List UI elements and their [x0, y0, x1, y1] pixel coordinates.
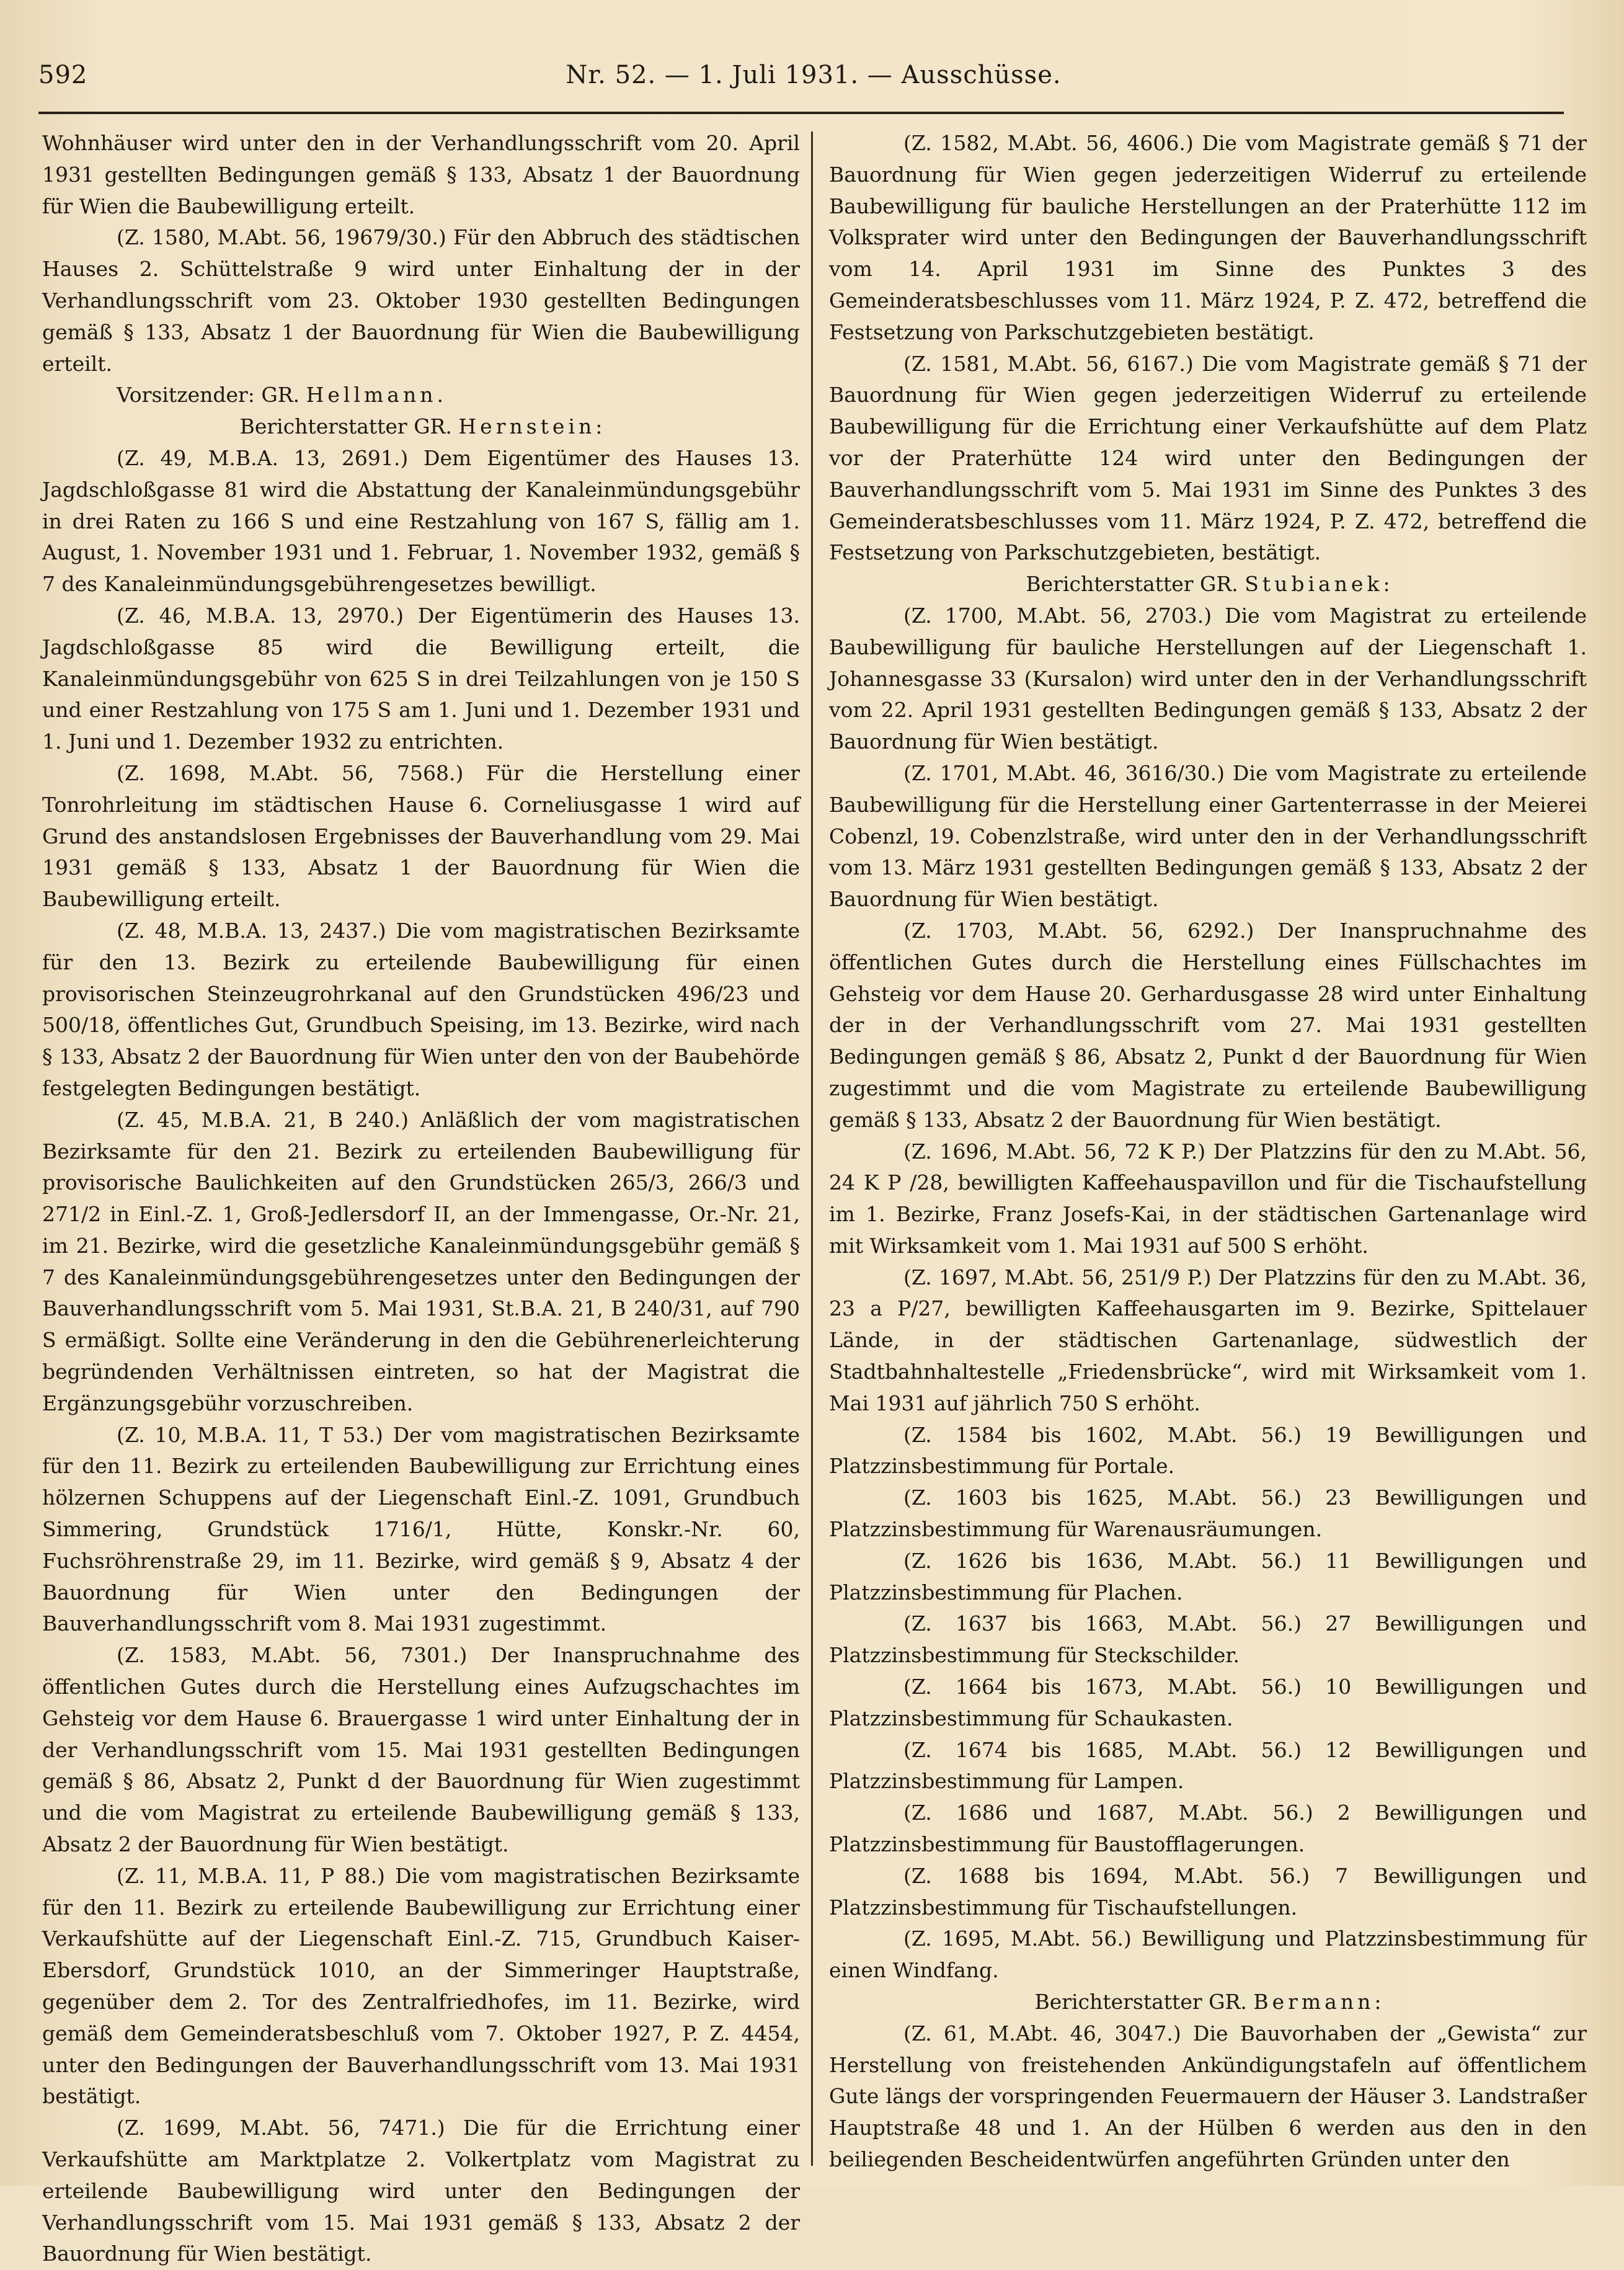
chair-line: [42, 380, 800, 411]
council-member-name: Hernstein: [458, 414, 596, 439]
resolution-paragraph: (Z. 1603 bis 1625, M.Abt. 56.) 23 Bewilligungen und Platzzinsbestimmung für Warenausräumungen.: [829, 1485, 1587, 1542]
role-label: Berichterstatter GR.: [239, 414, 459, 439]
resolution-paragraph: (Z. 1626 bis 1636, M.Abt. 56.) 11 Bewilligungen und Platzzinsbestimmung für Plachen.: [829, 1548, 1587, 1605]
resolution-paragraph: (Z. 1701, M.Abt. 46, 3616/30.) Die vom Magistrate zu erteilende Baubewilligung für die Herstellung einer Gartenterrasse in der Meierei Cobenzl, 19. Cobenzlstraße, wird unter den in der Verhandlungsschrift vom 13. März 1931 gestellten Bedingungen gemäß § 133, Absatz 2 der Bauordnung für Wien bestätigt.: [829, 760, 1587, 912]
left-column: [42, 128, 800, 2270]
resolution-paragraph: (Z. 1686 und 1687, M.Abt. 56.) 2 Bewilligungen und Platzzinsbestimmung für Baustofflagerungen.: [829, 1800, 1587, 1857]
page-header: [38, 56, 1589, 99]
resolution-paragraph: (Z. 1664 bis 1673, M.Abt. 56.) 10 Bewilligungen und Platzzinsbestimmung für Schaukasten.: [829, 1675, 1587, 1730]
resolution-paragraph: (Z. 1688 bis 1694, M.Abt. 56.) 7 Bewilligungen und Platzzinsbestimmung für Tischaufstellungen.: [829, 1863, 1587, 1920]
name-suffix: :: [595, 414, 603, 439]
resolution-paragraph: (Z. 1699, M.Abt. 56, 7471.) Die für die Errichtung einer Verkaufshütte am Marktplatze 2. Volkertplatz vom Magistrat zu erteilende Baubewilligung wird unter den Bedingungen der Verhandlungsschrift vom 15. Mai 1931 gemäß § 133, Absatz 2 der Bauordnung für Wien bestätigt.: [42, 2116, 800, 2266]
resolution-paragraph: (Z. 1580, M.Abt. 56, 19679/30.) Für den Abbruch des städtischen Hauses 2. Schüttelstraße 9 wird unter Einhaltung der in der Verhandlungsschrift vom 23. Oktober 1930 gestellten Bedingungen gemäß § 133, Absatz 1 der Bauordnung für Wien die Baubewilligung erteilt.: [42, 225, 800, 376]
resolution-paragraph: (Z. 49, M.B.A. 13, 2691.) Dem Eigentümer des Hauses 13. Jagdschloßgasse 81 wird die Abstattung der Kanaleinmündungsgebühr in drei Raten zu 166 S und eine Restzahlung von 167 S, fällig am 1. August, 1. November 1931 und 1. Februar, 1. November 1932, gemäß § 7 des Kanaleinmündungsgebührengesetzes bewilligt.: [42, 445, 800, 597]
name-suffix: :: [1383, 572, 1390, 597]
column-rule: [811, 131, 813, 2166]
name-suffix: :: [1374, 1990, 1382, 2014]
rapporteur-heading: [829, 1987, 1587, 2018]
resolution-paragraph: (Z. 1582, M.Abt. 56, 4606.) Die vom Magistrate gemäß § 71 der Bauordnung für Wien gegen jederzeitigen Widerruf zu erteilende Baubewilligung für bauliche Herstellungen an der Praterhütte 112 im Volksprater wird unter den Bedingungen der Bauverhandlungsschrift vom 14. April 1931 im Sinne des Punktes 3 des Gemeinderatsbeschlusses vom 11. März 1924, P. Z. 472, betreffend die Festsetzung von Parkschutzgebieten bestätigt.: [829, 131, 1587, 344]
resolution-paragraph: (Z. 46, M.B.A. 13, 2970.) Der Eigentümerin des Hauses 13. Jagdschloßgasse 85 wird die Bewilligung erteilt, die Kanaleinmündungsgebühr von 625 S in drei Teilzahlungen von je 150 S und einer Restzahlung von 175 S am 1. Juni und 1. Dezember 1931 und 1. Juni und 1. Dezember 1932 zu entrichten.: [42, 603, 800, 754]
resolution-paragraph: (Z. 1700, M.Abt. 56, 2703.) Die vom Magistrat zu erteilende Baubewilligung für bauliche Herstellungen auf der Liegenschaft 1. Johannesgasse 33 (Kursalon) wird unter den in der Verhandlungsschrift vom 22. April 1931 gestellten Bedingungen gemäß § 133, Absatz 2 der Bauordnung für Wien bestätigt.: [829, 603, 1587, 754]
council-member-name: Bermann: [1253, 1990, 1375, 2014]
rapporteur-heading: [42, 411, 800, 443]
resolution-paragraph: (Z. 1637 bis 1663, M.Abt. 56.) 27 Bewilligungen und Platzzinsbestimmung für Steckschilder.: [829, 1611, 1587, 1668]
resolution-paragraph: (Z. 1696, M.Abt. 56, 72 K P.) Der Platzzins für den zu M.Abt. 56, 24 K P /28, bewilligten Kaffeehauspavillon und für die Tischaufstellung im 1. Bezirke, Franz Josefs-Kai, in der städtischen Gartenanlage wird mit Wirksamkeit vom 1. Mai 1931 auf 500 S erhöht.: [829, 1139, 1587, 1258]
header-rule: [38, 112, 1564, 114]
resolution-paragraph: (Z. 45, M.B.A. 21, B 240.) Anläßlich der vom magistratischen Bezirksamte für den 21. Bezirk zu erteilenden Baubewilligung für provisorische Baulichkeiten auf den Grundstücken 265/3, 266/3 und 271/2 in Einl.-Z. 1, Groß-Jedlersdorf II, an der Immengasse, Or.-Nr. 21, im 21. Bezirke, wird die gesetzliche Kanaleinmündungsgebühr gemäß § 7 des Kanaleinmündungsgebührengesetzes unter den Bedingungen der Bauverhandlungsschrift vom 5. Mai 1931, St.B.A. 21, B 240/31, auf 790 S ermäßigt. Sollte eine Veränderung in den die Gebührenerleichterung begründenden Verhältnissen eintreten, so hat der Magistrat die Ergänzungsgebühr vorzuschreiben.: [42, 1107, 800, 1415]
resolution-paragraph: (Z. 1581, M.Abt. 56, 6167.) Die vom Magistrate gemäß § 71 der Bauordnung für Wien gegen jederzeitigen Widerruf zu erteilende Baubewilligung für die Errichtung einer Verkaufshütte auf dem Platz vor der Praterhütte 124 wird unter den Bedingungen der Bauverhandlungsschrift vom 5. Mai 1931 im Sinne des Punktes 3 des Gemeinderatsbeschlusses vom 11. März 1924, P. Z. 472, betreffend die Festsetzung von Parkschutzgebieten, bestätigt.: [829, 351, 1587, 565]
role-label: Vorsitzender: GR.: [117, 383, 306, 407]
resolution-paragraph: (Z. 48, M.B.A. 13, 2437.) Die vom magistratischen Bezirksamte für den 13. Bezirk zu erteilende Baubewilligung für einen provisorischen Steinzeugrohrkanal auf den Grundstücken 496/23 und 500/18, öffentliches Gut, Grundbuch Speising, im 13. Bezirke, wird nach § 133, Absatz 2 der Bauordnung für Wien unter den von der Baubehörde festgelegten Bedingungen bestätigt.: [42, 918, 800, 1100]
right-column: [829, 128, 1587, 2176]
resolution-paragraph: (Z. 11, M.B.A. 11, P 88.) Die vom magistratischen Bezirksamte für den 11. Bezirk zu erteilende Baubewilligung zur Errichtung einer Verkaufshütte auf der Liegenschaft Einl.-Z. 715, Grundbuch Kaiser-Ebersdorf, Grundstück 1010, an der Simmeringer Hauptstraße, gegenüber dem 2. Tor des Zentralfriedhofes, im 11. Bezirke, wird gemäß dem Gemeinderatsbeschluß vom 7. Oktober 1927, P. Z. 4454, unter den Bedingungen der Bauverhandlungsschrift vom 13. Mai 1931 bestätigt.: [42, 1863, 800, 2109]
resolution-paragraph: (Z. 10, M.B.A. 11, T 53.) Der vom magistratischen Bezirksamte für den 11. Bezirk zu erteilenden Baubewilligung zur Errichtung eines hölzernen Schuppens auf der Liegenschaft Einl.-Z. 1091, Grundbuch Simmering, Grundstück 1716/1, Hütte, Konskr.-Nr. 60, Fuchsröhrenstraße 29, im 11. Bezirke, wird gemäß § 9, Absatz 4 der Bauordnung für Wien unter den Bedingungen der Bauverhandlungsschrift vom 8. Mai 1931 zugestimmt.: [42, 1422, 800, 1636]
running-title: Nr. 52. — 1. Juli 1931. — Ausschüsse.: [566, 61, 1062, 89]
role-label: Berichterstatter GR.: [1026, 572, 1245, 597]
resolution-paragraph: (Z. 1695, M.Abt. 56.) Bewilligung und Platzzinsbestimmung für einen Windfang.: [829, 1926, 1587, 1983]
resolution-paragraph: Wohnhäuser wird unter den in der Verhandlungsschrift vom 20. April 1931 gestellten Bedingungen gemäß § 133, Absatz 1 der Bauordnung für Wien die Baubewilligung erteilt.: [42, 131, 800, 218]
resolution-paragraph: (Z. 1697, M.Abt. 56, 251/9 P.) Der Platzzins für den zu M.Abt. 36, 23 a P/27, bewilligten Kaffeehausgarten im 9. Bezirke, Spittelauer Lände, in der städtischen Gartenanlage, südwestlich der Stadtbahnhaltestelle „Friedensbrücke“, wird mit Wirksamkeit vom 1. Mai 1931 auf jährlich 750 S erhöht.: [829, 1265, 1587, 1415]
resolution-paragraph: (Z. 1698, M.Abt. 56, 7568.) Für die Herstellung einer Tonrohrleitung im städtischen Hause 6. Corneliusgasse 1 wird auf Grund des anstandslosen Ergebnisses der Bauverhandlung vom 29. Mai 1931 gemäß § 133, Absatz 1 der Bauordnung für Wien die Baubewilligung erteilt.: [42, 760, 800, 912]
name-suffix: .: [437, 383, 443, 407]
council-member-name: Hellmann: [306, 383, 437, 407]
resolution-paragraph: (Z. 61, M.Abt. 46, 3047.) Die Bauvorhaben der „Gewista“ zur Herstellung von freistehenden Ankündigungstafeln auf öffentlichem Gute längs der vorspringenden Feuermauern der Häuser 3. Landstraßer Hauptstraße 48 und 1. An der Hülben 6 werden aus den in den beiliegenden Bescheidentwürfen angeführten Gründen unter den: [829, 2021, 1587, 2171]
resolution-paragraph: (Z. 1674 bis 1685, M.Abt. 56.) 12 Bewilligungen und Platzzinsbestimmung für Lampen.: [829, 1737, 1587, 1794]
resolution-paragraph: (Z. 1584 bis 1602, M.Abt. 56.) 19 Bewilligungen und Platzzinsbestimmung für Portale.: [829, 1422, 1587, 1479]
page-number: 592: [38, 61, 88, 89]
rapporteur-heading: [829, 569, 1587, 600]
council-member-name: Stubianek: [1245, 572, 1383, 597]
resolution-paragraph: (Z. 1703, M.Abt. 56, 6292.) Der Inanspruchnahme des öffentlichen Gutes durch die Herstellung eines Füllschachtes im Gehsteig vor dem Hause 20. Gerhardusgasse 28 wird unter Einhaltung der in der Verhandlungsschrift vom 27. Mai 1931 gestellten Bedingungen gemäß § 86, Absatz 2, Punkt d der Bauordnung für Wien zugestimmt und die vom Magistrate zu erteilende Baubewilligung gemäß § 133, Absatz 2 der Bauordnung für Wien bestätigt.: [829, 918, 1587, 1132]
role-label: Berichterstatter GR.: [1034, 1990, 1254, 2014]
resolution-paragraph: (Z. 1583, M.Abt. 56, 7301.) Der Inanspruchnahme des öffentlichen Gutes durch die Herstellung eines Aufzugschachtes im Gehsteig vor dem Hause 6. Brauergasse 1 wird unter Einhaltung der in der Verhandlungsschrift vom 15. Mai 1931 gestellten Bedingungen gemäß § 86, Absatz 2, Punkt d der Bauordnung für Wien zugestimmt und die vom Magistrat zu erteilende Baubewilligung gemäß § 133, Absatz 2 der Bauordnung für Wien bestätigt.: [42, 1643, 800, 1857]
